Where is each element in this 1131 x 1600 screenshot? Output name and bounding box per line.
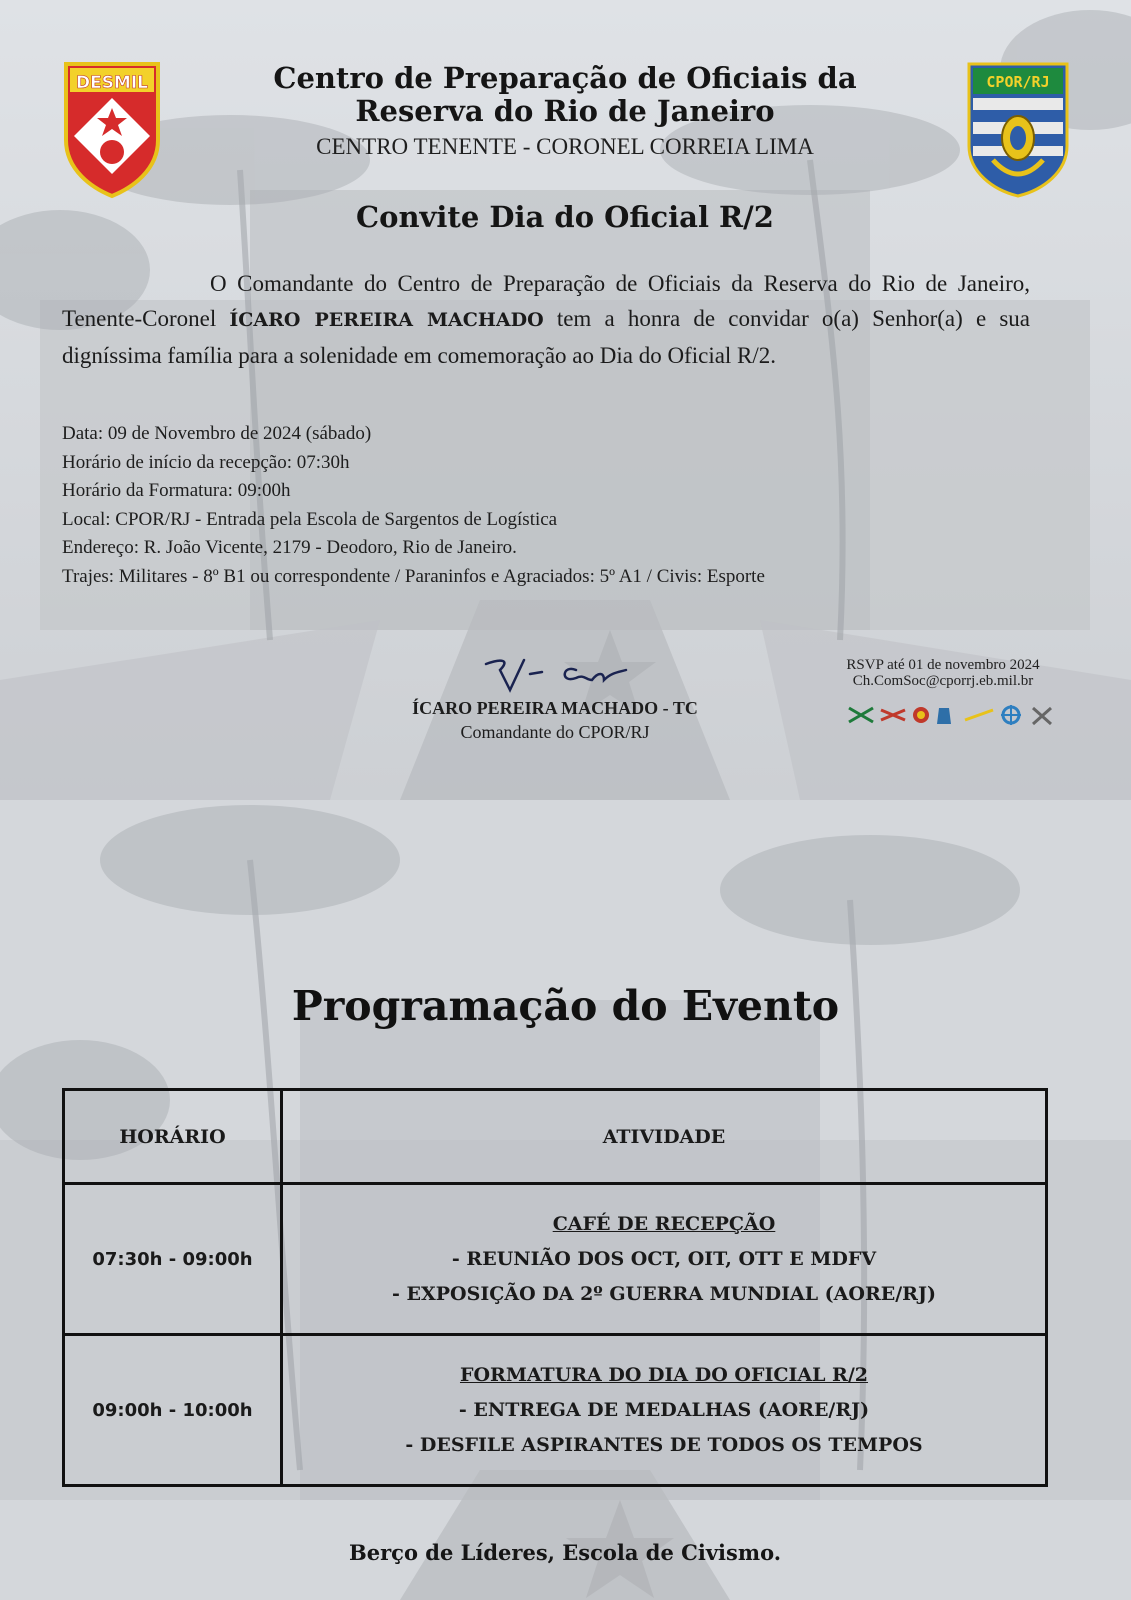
cporrj-logo xyxy=(965,60,1071,200)
activity-item: - DESFILE ASPIRANTES DE TODOS OS TEMPOS xyxy=(405,1433,923,1456)
cavalry-icon xyxy=(881,710,905,720)
table-header-row xyxy=(64,1090,1047,1184)
footer-motto: Berço de Líderes, Escola de Civismo. xyxy=(348,1540,782,1565)
activity-item: - REUNIÃO DOS OCT, OIT, OTT E MDFV xyxy=(451,1247,877,1270)
subtitle: CENTRO TENENTE - CORONEL CORREIA LIMA xyxy=(316,134,814,159)
activity-heading: CAFÉ DE RECEPÇÃO xyxy=(552,1212,776,1235)
signature-image xyxy=(480,650,650,700)
header-activity: ATIVIDADE xyxy=(282,1090,1047,1184)
program-title: Programação do Evento xyxy=(291,982,840,1030)
artillery-icon xyxy=(913,707,929,723)
activity-item: - ENTREGA DE MEDALHAS (AORE/RJ) xyxy=(458,1398,870,1421)
invite-paragraph xyxy=(62,266,1030,373)
invite-text-after: tem a honra de convidar o(a) Senhor(a) e sua digníssima família para a solenidade em comemoração ao Dia do Oficial R/2. xyxy=(62,306,1030,368)
quartermaster-icon xyxy=(1033,708,1051,724)
detail-formation-time: Horário da Formatura: 09:00h xyxy=(62,480,291,501)
signature-name: ÍCARO PEREIRA MACHADO - TC xyxy=(412,698,698,718)
invite-text-before: O Comandante do Centro de Preparação de Oficiais da Reserva do Rio de Janeiro, Tenente-Coronel xyxy=(62,271,1030,331)
title-line-1: Centro de Preparação de Oficiais da xyxy=(273,61,857,95)
infantry-icon xyxy=(849,708,873,722)
ordnance-icon xyxy=(1001,705,1021,725)
detail-dress-code: Trajes: Militares - 8º B1 ou correspondente / Paraninfos e Agraciados: 5º A1 / Civis: Esporte xyxy=(62,565,765,587)
commander-name: ÍCARO PEREIRA MACHADO xyxy=(229,309,544,331)
activity-item: - EXPOSIÇÃO DA 2º GUERRA MUNDIAL (AORE/RJ) xyxy=(392,1282,936,1305)
rsvp-deadline: RSVP até 01 de novembro 2024 xyxy=(846,657,1040,673)
detail-date: Data: 09 de Novembro de 2024 (sábado) xyxy=(62,423,372,444)
event-details xyxy=(62,420,765,591)
desmil-logo xyxy=(62,60,162,200)
invite-title: Convite Dia do Oficial R/2 xyxy=(356,200,774,234)
detail-address: Endereço: R. João Vicente, 2179 - Deodoro, Rio de Janeiro. xyxy=(62,537,517,558)
row-activity xyxy=(282,1184,1047,1335)
detail-reception-time: Horário de início da recepção: 07:30h xyxy=(62,451,350,473)
row-time: 07:30h - 09:00h xyxy=(64,1184,282,1335)
table-row xyxy=(64,1335,1047,1486)
communications-icon xyxy=(965,710,993,720)
rsvp-block xyxy=(800,657,1086,689)
detail-location: Local: CPOR/RJ - Entrada pela Escola de Sargentos de Logística xyxy=(62,508,558,530)
activity-heading: FORMATURA DO DIA DO OFICIAL R/2 xyxy=(459,1363,869,1386)
desmil-logo-text: DESMIL xyxy=(75,73,149,93)
engineering-icon xyxy=(937,708,951,724)
title-line-2: Reserva do Rio de Janeiro xyxy=(355,94,775,128)
program-table xyxy=(62,1088,1048,1487)
table-row xyxy=(64,1184,1047,1335)
rsvp-email[interactable]: Ch.ComSoc@cporrj.eb.mil.br xyxy=(852,673,1034,689)
signature-role: Comandante do CPOR/RJ xyxy=(460,722,650,742)
page-title xyxy=(230,62,900,128)
branch-insignia-icons xyxy=(845,702,1055,728)
cporrj-logo-text: CPOR/RJ xyxy=(986,73,1050,91)
row-time: 09:00h - 10:00h xyxy=(64,1335,282,1486)
row-activity xyxy=(282,1335,1047,1486)
header-time: HORÁRIO xyxy=(64,1090,282,1184)
